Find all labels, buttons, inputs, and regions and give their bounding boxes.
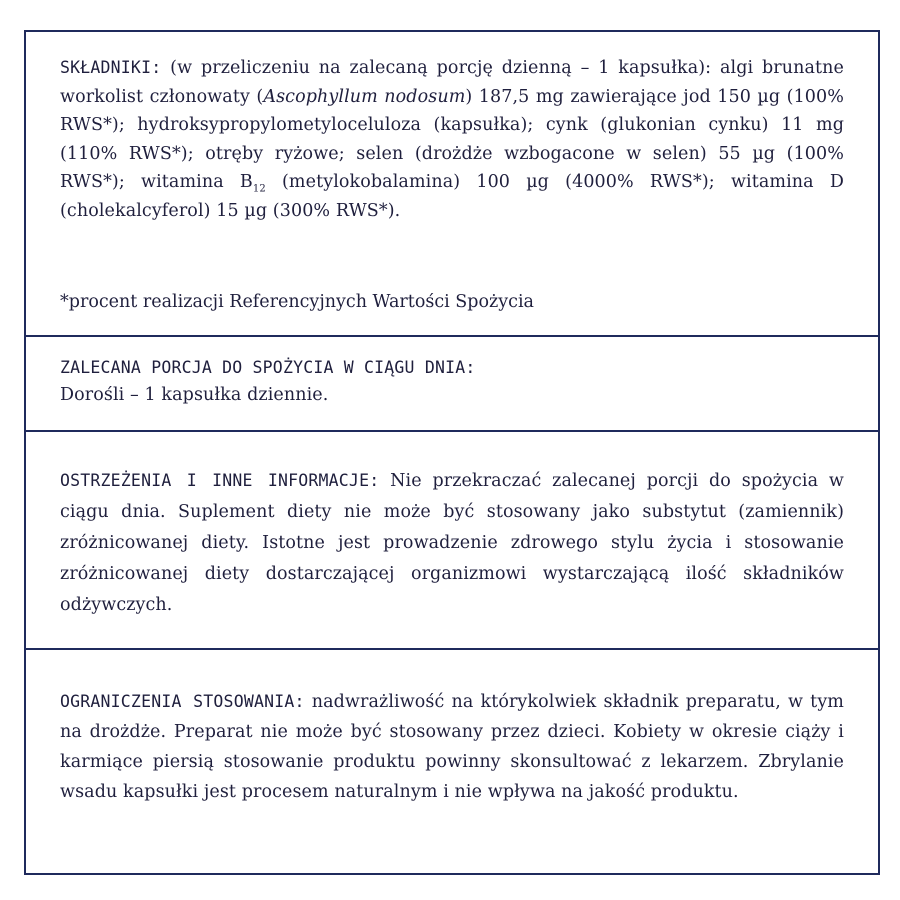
vitamin-subscript: 12 [252,183,266,195]
label-frame [24,30,880,875]
restrictions-heading: OGRANICZENIA STOSOWANIA: [60,692,305,711]
dosage-section [26,337,878,432]
rws-footnote: *procent realizacji Referencyjnych Wartości Spożycia [60,292,534,312]
restrictions-section [26,650,878,873]
ingredients-text [60,54,844,225]
warnings-section [26,432,878,650]
warnings-body: Nie przekraczać zalecanej porcji do spożycia w ciągu dnia. Suplement diety nie może być stosowany jako substytut (zamiennik) zróżnicowanej diety. Istotne jest prowadzenie zdrowego stylu życia i stosowanie zróżnicowanej diety dostarczającej organizmowi wystarczającą ilość składników odżywczych. [60,471,845,615]
warnings-heading: OSTRZEŻENIA I INNE INFORMACJE: [60,471,380,490]
ingredients-section [26,32,878,337]
warnings-text [60,465,844,621]
dosage-value: Dorośli – 1 kapsułka dziennie. [60,385,329,405]
ingredients-part3: (metylokobalamina) 100 µg (4000% RWS*); witamina D (cholekalcyferol) 15 µg (300% RWS*). [60,172,844,221]
restrictions-body: nadwrażliwość na którykolwiek składnik preparatu, w tym na drożdże. Preparat nie może być stosowany przez dzieci. Kobiety w okresie ciąży i karmiące piersią stosowanie produktu powinny skonsultować z lekarzem. Zbrylanie wsadu kapsułki jest procesem naturalnym i nie wpływa na jakość produktu. [60,692,845,802]
dosage-heading: ZALECANA PORCJA DO SPOŻYCIA W CIĄGU DNIA: [60,358,476,377]
ingredients-heading: SKŁADNIKI: [60,58,162,77]
ingredients-part2: ) 187,5 mg zawierające jod 150 µg (100% RWS*); hydroksypropylometyloceluloza (kapsułka); cynk (glukonian cynku) 11 mg (110% RWS*); otręby ryżowe; selen (drożdże wzbogacone w selen) 55 µg (100% RWS*); witamina B [60,86,845,192]
ingredients-intro: (w przeliczeniu na zalecaną porcję dzienną – 1 kapsułka): algi brunatne workolist członowaty ( [60,58,844,107]
ingredients-latin-name: Ascophyllum nodosum [263,86,466,107]
dosage-text [60,354,844,409]
restrictions-text [60,687,844,807]
